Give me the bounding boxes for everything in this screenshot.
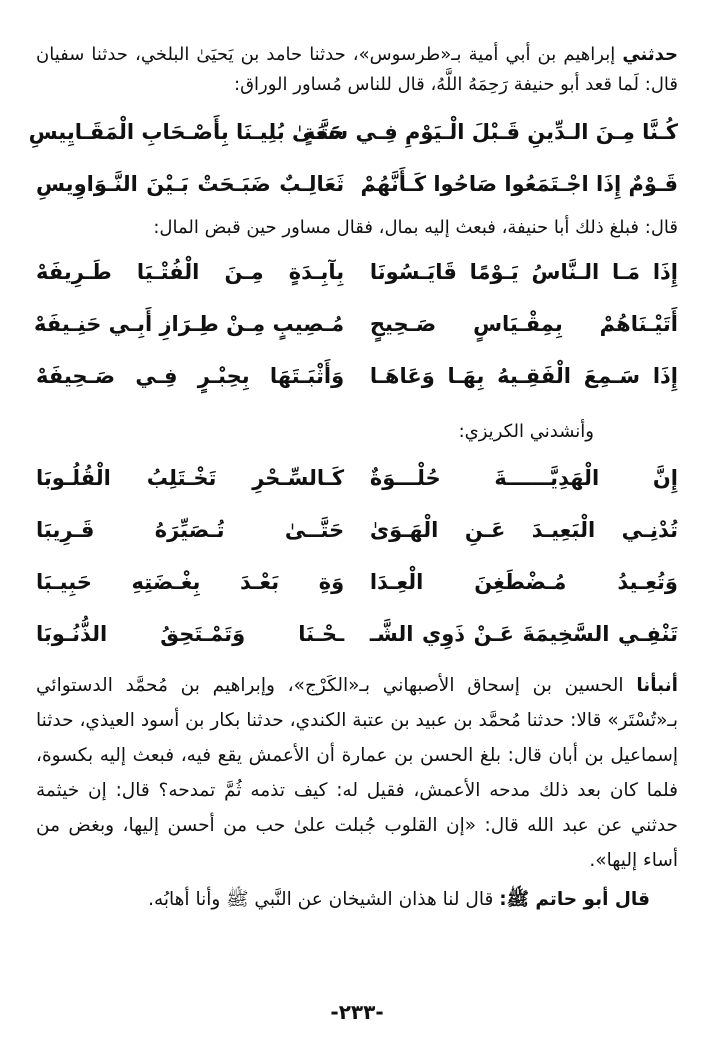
closing-lead: قال أبو حاتم ﷺ:	[499, 889, 650, 910]
closing-text: قال لنا هذان الشيخان عن النَّبي ﷺ وأنا أهابُه.	[148, 889, 500, 910]
verse-line	[36, 350, 678, 402]
verse-first-hemistich: إِذَا مَـا الـنَّاسُ يَـوْمًا قَايَـسُونَا	[369, 260, 678, 284]
verse-first-hemistich: تُدْنِـي الْبَعِيـدَ عَـنِ الْهَـوَىٰ	[369, 518, 678, 542]
verse-first-hemistich: قَـوْمٌ إِذَا اجْـتَمَعُوا صَاحُوا كَـأَنَّهُمْ	[360, 172, 678, 196]
verse-second-hemistich: مُـصِيبٍ مِـنْ طِـرَازِ أَبِـي حَنِـيفَهْ	[34, 312, 345, 336]
verse-first-hemistich: وَتُعِـيدُ مُـضْطَغِنَ الْعِـدَا	[369, 570, 678, 594]
poem-second	[36, 246, 678, 402]
poem-third	[36, 452, 678, 660]
intro-paragraph	[36, 40, 678, 100]
verse-second-hemistich: وَأَثْبَـتَهَا بِحِبْـرٍ فِـي صَـحِيفَهْ	[36, 364, 345, 388]
verse-line	[36, 556, 678, 608]
verse-second-hemistich: حَتَّــىٰ تُـصَيِّرَهُ قَـرِيبَا	[36, 518, 345, 542]
verse-second-hemistich: كَـالسِّـحْرِ تَخْـتَلِبُ الْقُلُـوبَا	[36, 466, 345, 490]
verse-first-hemistich: إِذَا سَـمِعَ الْفَقِـيهُ بِهَـا وَعَاهَـا	[369, 364, 678, 388]
poem-first	[28, 106, 678, 210]
attribution-line: وأنشدني الكريزي:	[458, 421, 594, 442]
verse-line	[36, 246, 678, 298]
verse-line	[36, 452, 678, 504]
narrative-lead-word: أنبأنا	[636, 675, 678, 696]
intro-lead-word: حدثني	[622, 44, 678, 65]
verse-line	[28, 106, 678, 158]
verse-first-hemistich: أَتَيْـنَاهُمْ بِمِقْـيَاسٍ صَـحِيحٍ	[369, 312, 678, 336]
verse-line	[36, 298, 678, 350]
page-number: -٢٣٣-	[330, 1000, 384, 1024]
verse-line	[36, 608, 678, 660]
verse-first-hemistich: كُـنَّا مِـنَ الـدِّينِ قَـبْلَ الْـيَوْمِ فِـي سَعَةٍ	[302, 120, 678, 144]
intro-text: إبراهيم بن أبي أمية بـ«طرسوس»، حدثنا حامد بن يَحيَىٰ البلخي، حدثنا سفيان قال: لَما قعد أبو حنيفة رَحِمَهُ اللَّهُ، قال للناس مُساور الوراق:	[36, 44, 678, 95]
verse-line	[36, 158, 678, 210]
verse-second-hemistich: حَتَّـىٰ بُلِيـنَا بِأَصْـحَابِ الْمَقَـايِيسِ	[28, 120, 345, 144]
verse-second-hemistich: ـحْـنَا وَتَمْـتَحِقُ الذُّنُـوبَا	[36, 622, 345, 646]
verse-second-hemistich: بِآبِـدَةٍ مِـنَ الْفُتْـيَا طَـرِيفَهْ	[36, 260, 345, 284]
verse-first-hemistich: إِنَّ الْهَدِيَّــــــةَ حُلْـــوَةٌ	[369, 466, 678, 490]
narrative-block	[36, 668, 678, 878]
closing-paragraph	[36, 882, 678, 917]
narrative-text: الحسين بن إسحاق الأصبهاني بـ«الكَرْج»، وإبراهيم بن مُحمَّد الدستوائي بـ«تُسْتَر» قالا: حدثنا مُحمَّد بن عبيد بن عتبة الكندي، حدثنا بكار بن أسود العيذي، حدثنا إسماعيل بن أبان قال: بلغ الحسن بن عمارة أن الأعمش يقع فيه، فبعث إليه بكسوة، فلما كان بعد ذلك مدحه الأعمش، فقيل له: كيف تذمه ثُمَّ تمدحه؟ قال: إن خيثمة حدثني عن عبد الله قال: «إن القلوب جُبلت علىٰ حب من أحسن إليها، وبغض من أساء إليها».	[36, 675, 678, 871]
bridge-paragraph: قال: فبلغ ذلك أبا حنيفة، فبعث إليه بمال، فقال مساور حين قبض المال:	[153, 217, 678, 238]
book-page	[28, 40, 678, 1036]
verse-second-hemistich: ثَعَالِـبٌ ضَبَـحَتْ بَـيْنَ النَّـوَاوِيسِ	[36, 172, 345, 196]
verse-first-hemistich: تَنْفِـي السَّخِيمَةَ عَـنْ ذَوِي الشَّـ	[369, 622, 678, 646]
narrative-paragraph	[36, 668, 678, 878]
verse-line	[36, 504, 678, 556]
verse-second-hemistich: وَةِ بَعْـدَ بِغْـضَتِهِ حَبِيـبَا	[36, 570, 345, 594]
